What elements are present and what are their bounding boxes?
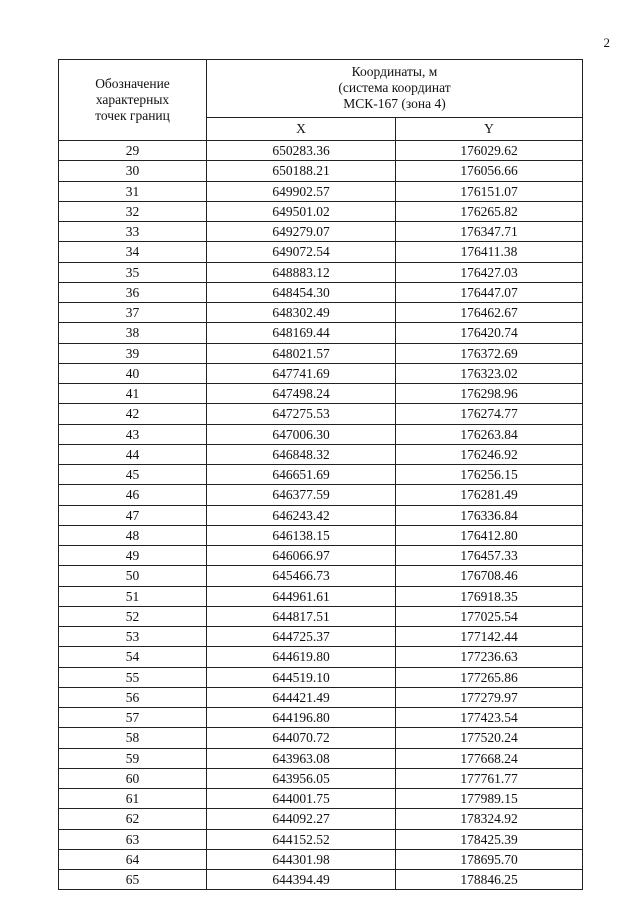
y-coordinate-cell: 178695.70	[396, 849, 583, 869]
x-coordinate-cell: 648302.49	[207, 303, 396, 323]
y-coordinate-cell: 176411.38	[396, 242, 583, 262]
point-number-cell: 35	[59, 262, 207, 282]
point-number-cell: 54	[59, 647, 207, 667]
point-number-cell: 60	[59, 768, 207, 788]
x-coordinate-cell: 648454.30	[207, 282, 396, 302]
point-number-cell: 58	[59, 728, 207, 748]
table-row	[59, 141, 583, 161]
x-coordinate-cell: 647006.30	[207, 424, 396, 444]
coordinates-header	[207, 60, 583, 118]
y-coordinate-cell: 177761.77	[396, 768, 583, 788]
y-coordinate-cell: 176029.62	[396, 141, 583, 161]
y-coordinate-cell: 178846.25	[396, 870, 583, 890]
x-coordinate-cell: 648883.12	[207, 262, 396, 282]
table-row	[59, 809, 583, 829]
table-row	[59, 404, 583, 424]
table-row	[59, 849, 583, 869]
table-row	[59, 667, 583, 687]
x-coordinate-cell: 647275.53	[207, 404, 396, 424]
table-row	[59, 444, 583, 464]
y-coordinate-cell: 176420.74	[396, 323, 583, 343]
x-coordinate-cell: 646066.97	[207, 546, 396, 566]
table-row	[59, 242, 583, 262]
table-row	[59, 546, 583, 566]
y-coordinate-cell: 177142.44	[396, 627, 583, 647]
y-coordinate-cell: 177279.97	[396, 687, 583, 707]
point-number-cell: 29	[59, 141, 207, 161]
point-number-cell: 36	[59, 282, 207, 302]
y-coordinate-cell: 177989.15	[396, 789, 583, 809]
x-coordinate-cell: 644152.52	[207, 829, 396, 849]
point-number-cell: 43	[59, 424, 207, 444]
table-row	[59, 363, 583, 383]
x-coordinate-cell: 644421.49	[207, 687, 396, 707]
table-header	[59, 60, 583, 141]
x-coordinate-cell: 645466.73	[207, 566, 396, 586]
y-coordinate-cell: 176372.69	[396, 343, 583, 363]
point-number-cell: 40	[59, 363, 207, 383]
y-coordinate-cell: 176151.07	[396, 181, 583, 201]
x-coordinate-cell: 644619.80	[207, 647, 396, 667]
x-coordinate-cell: 649501.02	[207, 201, 396, 221]
point-number-cell: 51	[59, 586, 207, 606]
point-number-cell: 46	[59, 485, 207, 505]
table-row	[59, 687, 583, 707]
point-number-cell: 49	[59, 546, 207, 566]
y-coordinate-cell: 176347.71	[396, 222, 583, 242]
x-coordinate-cell: 644092.27	[207, 809, 396, 829]
table-row	[59, 728, 583, 748]
y-coordinate-cell: 176246.92	[396, 444, 583, 464]
point-designation-header-line: точек границ	[95, 108, 170, 123]
table-row	[59, 282, 583, 302]
y-coordinate-cell: 176265.82	[396, 201, 583, 221]
point-number-cell: 48	[59, 525, 207, 545]
table-row	[59, 222, 583, 242]
point-number-cell: 41	[59, 384, 207, 404]
y-coordinate-cell: 177668.24	[396, 748, 583, 768]
point-number-cell: 34	[59, 242, 207, 262]
point-number-cell: 61	[59, 789, 207, 809]
coordinates-table	[58, 59, 583, 890]
x-coordinate-cell: 646377.59	[207, 485, 396, 505]
y-coordinate-cell: 176263.84	[396, 424, 583, 444]
y-coordinate-cell: 177025.54	[396, 606, 583, 626]
table-row	[59, 525, 583, 545]
point-number-cell: 45	[59, 465, 207, 485]
table-row	[59, 424, 583, 444]
x-coordinate-cell: 644519.10	[207, 667, 396, 687]
y-coordinate-cell: 176056.66	[396, 161, 583, 181]
x-coordinate-cell: 644725.37	[207, 627, 396, 647]
x-coordinate-cell: 644961.61	[207, 586, 396, 606]
table-row	[59, 566, 583, 586]
table-row	[59, 201, 583, 221]
point-number-cell: 42	[59, 404, 207, 424]
point-number-cell: 30	[59, 161, 207, 181]
table-row	[59, 262, 583, 282]
point-number-cell: 33	[59, 222, 207, 242]
point-designation-header-line: Обозначение	[95, 76, 170, 91]
y-coordinate-cell: 176336.84	[396, 505, 583, 525]
table-row	[59, 181, 583, 201]
point-designation-header	[59, 60, 207, 141]
x-coordinate-cell: 648021.57	[207, 343, 396, 363]
point-number-cell: 65	[59, 870, 207, 890]
y-coordinate-cell: 178324.92	[396, 809, 583, 829]
coordinates-header-line: МСК-167 (зона 4)	[343, 96, 446, 112]
point-number-cell: 56	[59, 687, 207, 707]
point-number-cell: 31	[59, 181, 207, 201]
x-coordinate-cell: 644394.49	[207, 870, 396, 890]
x-coordinate-cell: 647741.69	[207, 363, 396, 383]
y-coordinate-cell: 176256.15	[396, 465, 583, 485]
point-number-cell: 39	[59, 343, 207, 363]
table-row	[59, 586, 583, 606]
y-coordinate-cell: 176281.49	[396, 485, 583, 505]
table-row	[59, 870, 583, 890]
x-coordinate-cell: 649072.54	[207, 242, 396, 262]
point-number-cell: 57	[59, 708, 207, 728]
table-row	[59, 789, 583, 809]
coordinates-header-line: (система координат	[338, 80, 451, 96]
table-row	[59, 485, 583, 505]
point-number-cell: 38	[59, 323, 207, 343]
x-coordinate-cell: 644817.51	[207, 606, 396, 626]
x-coordinate-cell: 643963.08	[207, 748, 396, 768]
x-coordinate-cell: 646243.42	[207, 505, 396, 525]
x-coordinate-cell: 650283.36	[207, 141, 396, 161]
table-row	[59, 627, 583, 647]
table-row	[59, 606, 583, 626]
table-row	[59, 323, 583, 343]
y-coordinate-cell: 176447.07	[396, 282, 583, 302]
page-number: 2	[603, 35, 610, 50]
x-coordinate-cell: 644301.98	[207, 849, 396, 869]
y-coordinate-cell: 176412.80	[396, 525, 583, 545]
point-number-cell: 63	[59, 829, 207, 849]
point-number-cell: 37	[59, 303, 207, 323]
point-number-cell: 62	[59, 809, 207, 829]
point-number-cell: 64	[59, 849, 207, 869]
y-coordinate-cell: 176274.77	[396, 404, 583, 424]
table-row	[59, 465, 583, 485]
y-coordinate-cell: 178425.39	[396, 829, 583, 849]
y-coordinate-cell: 177265.86	[396, 667, 583, 687]
x-coordinate-cell: 650188.21	[207, 161, 396, 181]
y-coordinate-cell: 177423.54	[396, 708, 583, 728]
x-coordinate-cell: 644196.80	[207, 708, 396, 728]
table-row	[59, 505, 583, 525]
x-coordinate-cell: 647498.24	[207, 384, 396, 404]
x-coordinate-cell: 649279.07	[207, 222, 396, 242]
y-column-header: Y	[396, 117, 583, 140]
y-coordinate-cell: 176462.67	[396, 303, 583, 323]
point-number-cell: 59	[59, 748, 207, 768]
coordinates-header-line: Координаты, м	[351, 64, 438, 80]
table-row	[59, 768, 583, 788]
y-coordinate-cell: 176323.02	[396, 363, 583, 383]
point-number-cell: 53	[59, 627, 207, 647]
y-coordinate-cell: 176708.46	[396, 566, 583, 586]
point-number-cell: 47	[59, 505, 207, 525]
table-row	[59, 303, 583, 323]
table-row	[59, 161, 583, 181]
x-coordinate-cell: 643956.05	[207, 768, 396, 788]
table-row	[59, 647, 583, 667]
table-row	[59, 748, 583, 768]
y-coordinate-cell: 177236.63	[396, 647, 583, 667]
table-row	[59, 708, 583, 728]
table-row	[59, 384, 583, 404]
table-row	[59, 829, 583, 849]
y-coordinate-cell: 176427.03	[396, 262, 583, 282]
x-coordinate-cell: 646848.32	[207, 444, 396, 464]
y-coordinate-cell: 176298.96	[396, 384, 583, 404]
table-row	[59, 343, 583, 363]
x-coordinate-cell: 649902.57	[207, 181, 396, 201]
table-body	[59, 141, 583, 890]
x-coordinate-cell: 646651.69	[207, 465, 396, 485]
point-number-cell: 50	[59, 566, 207, 586]
point-number-cell: 52	[59, 606, 207, 626]
point-number-cell: 44	[59, 444, 207, 464]
x-column-header: X	[207, 117, 396, 140]
y-coordinate-cell: 176457.33	[396, 546, 583, 566]
y-coordinate-cell: 177520.24	[396, 728, 583, 748]
y-coordinate-cell: 176918.35	[396, 586, 583, 606]
x-coordinate-cell: 648169.44	[207, 323, 396, 343]
x-coordinate-cell: 646138.15	[207, 525, 396, 545]
point-designation-header-line: характерных	[95, 92, 170, 107]
x-coordinate-cell: 644001.75	[207, 789, 396, 809]
x-coordinate-cell: 644070.72	[207, 728, 396, 748]
point-number-cell: 32	[59, 201, 207, 221]
point-number-cell: 55	[59, 667, 207, 687]
